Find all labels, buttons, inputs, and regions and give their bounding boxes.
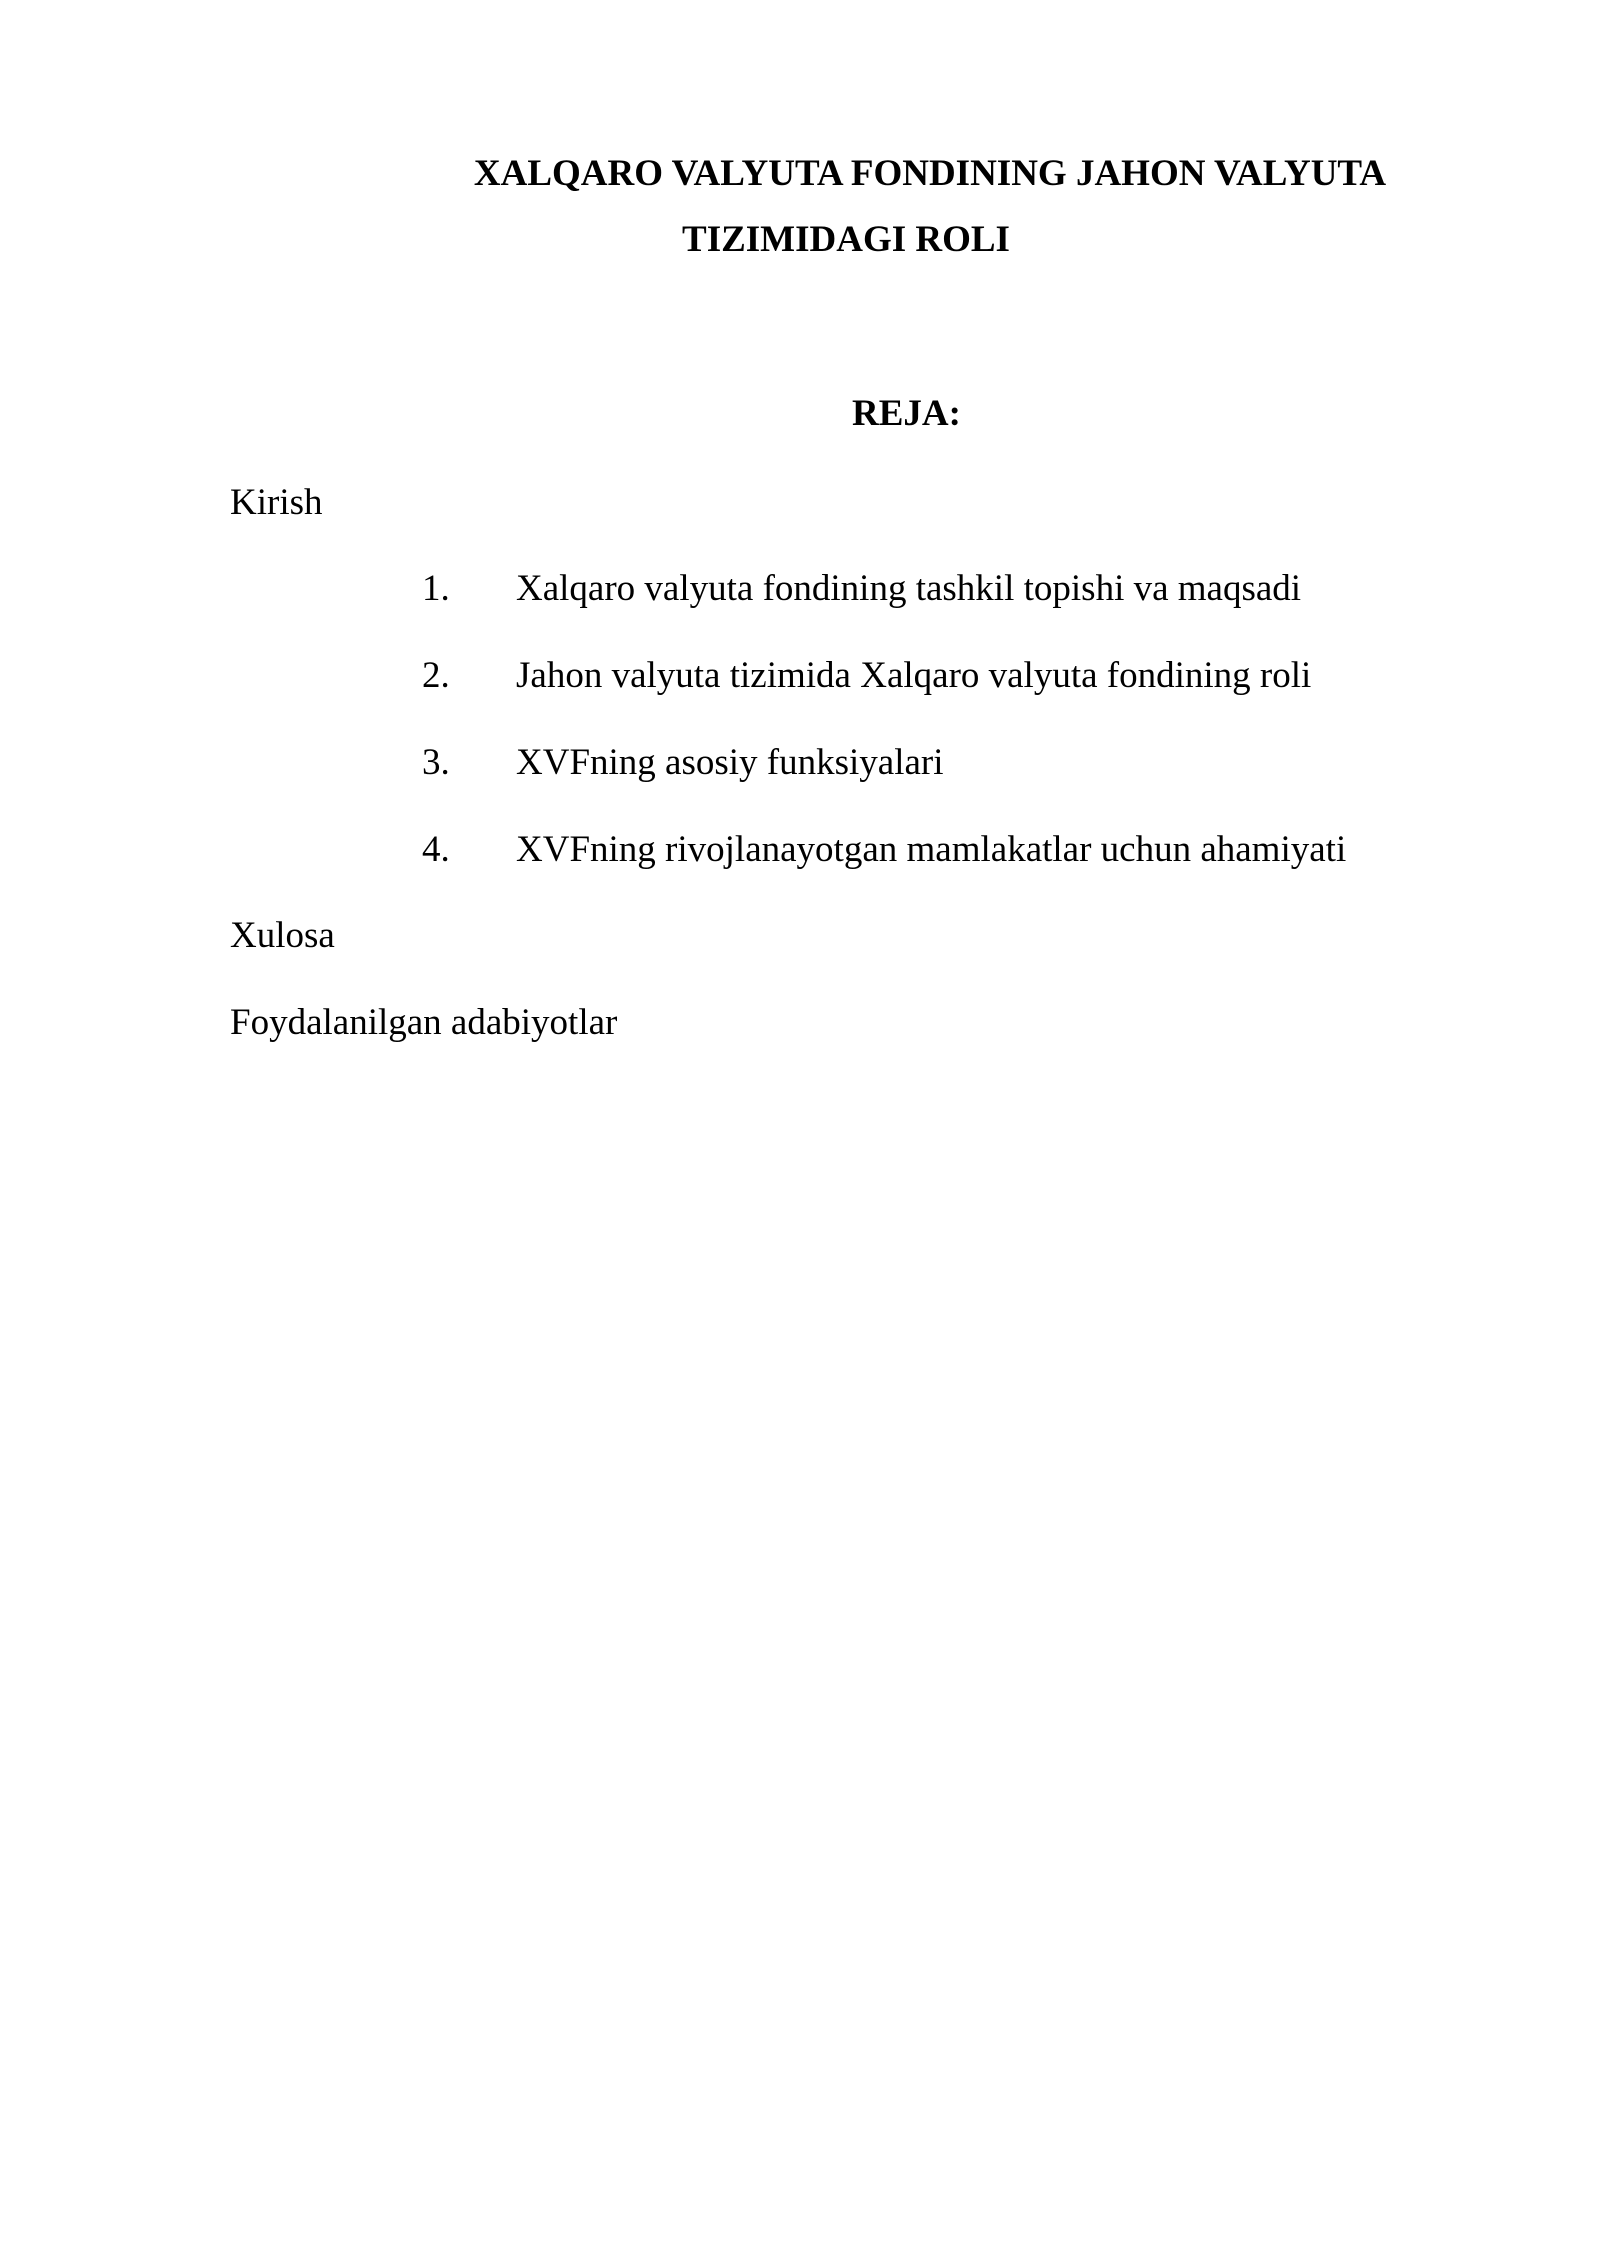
list-item: [0, 741, 1500, 785]
list-item-number: 2.: [422, 655, 450, 696]
list-item-number: 1.: [422, 568, 450, 609]
list-item: [0, 654, 1500, 698]
list-item-number: 3.: [422, 742, 450, 783]
conclusion-line: Xulosa: [230, 915, 335, 956]
plan-heading: REJA:: [852, 393, 961, 434]
list-item-text: Xalqaro valyuta fondining tashkil topishi va maqsadi: [516, 568, 1302, 609]
list-item-number: 4.: [422, 829, 450, 870]
document-title-line2: TIZIMIDAGI ROLI: [682, 219, 1010, 260]
intro-line: Kirish: [230, 482, 323, 523]
list-item-text: Jahon valyuta tizimida Xalqaro valyuta fondining roli: [516, 655, 1312, 696]
references-line: Foydalanilgan adabiyotlar: [230, 1002, 618, 1043]
list-item-text: XVFning asosiy funksiyalari: [516, 742, 944, 783]
document-title-line1: XALQARO VALYUTA FONDINING JAHON VALYUTA: [473, 153, 1387, 194]
list-item-text: XVFning rivojlanayotgan mamlakatlar uchun ahamiyati: [516, 829, 1347, 870]
list-item: [0, 567, 1500, 611]
list-item: [0, 828, 1500, 872]
